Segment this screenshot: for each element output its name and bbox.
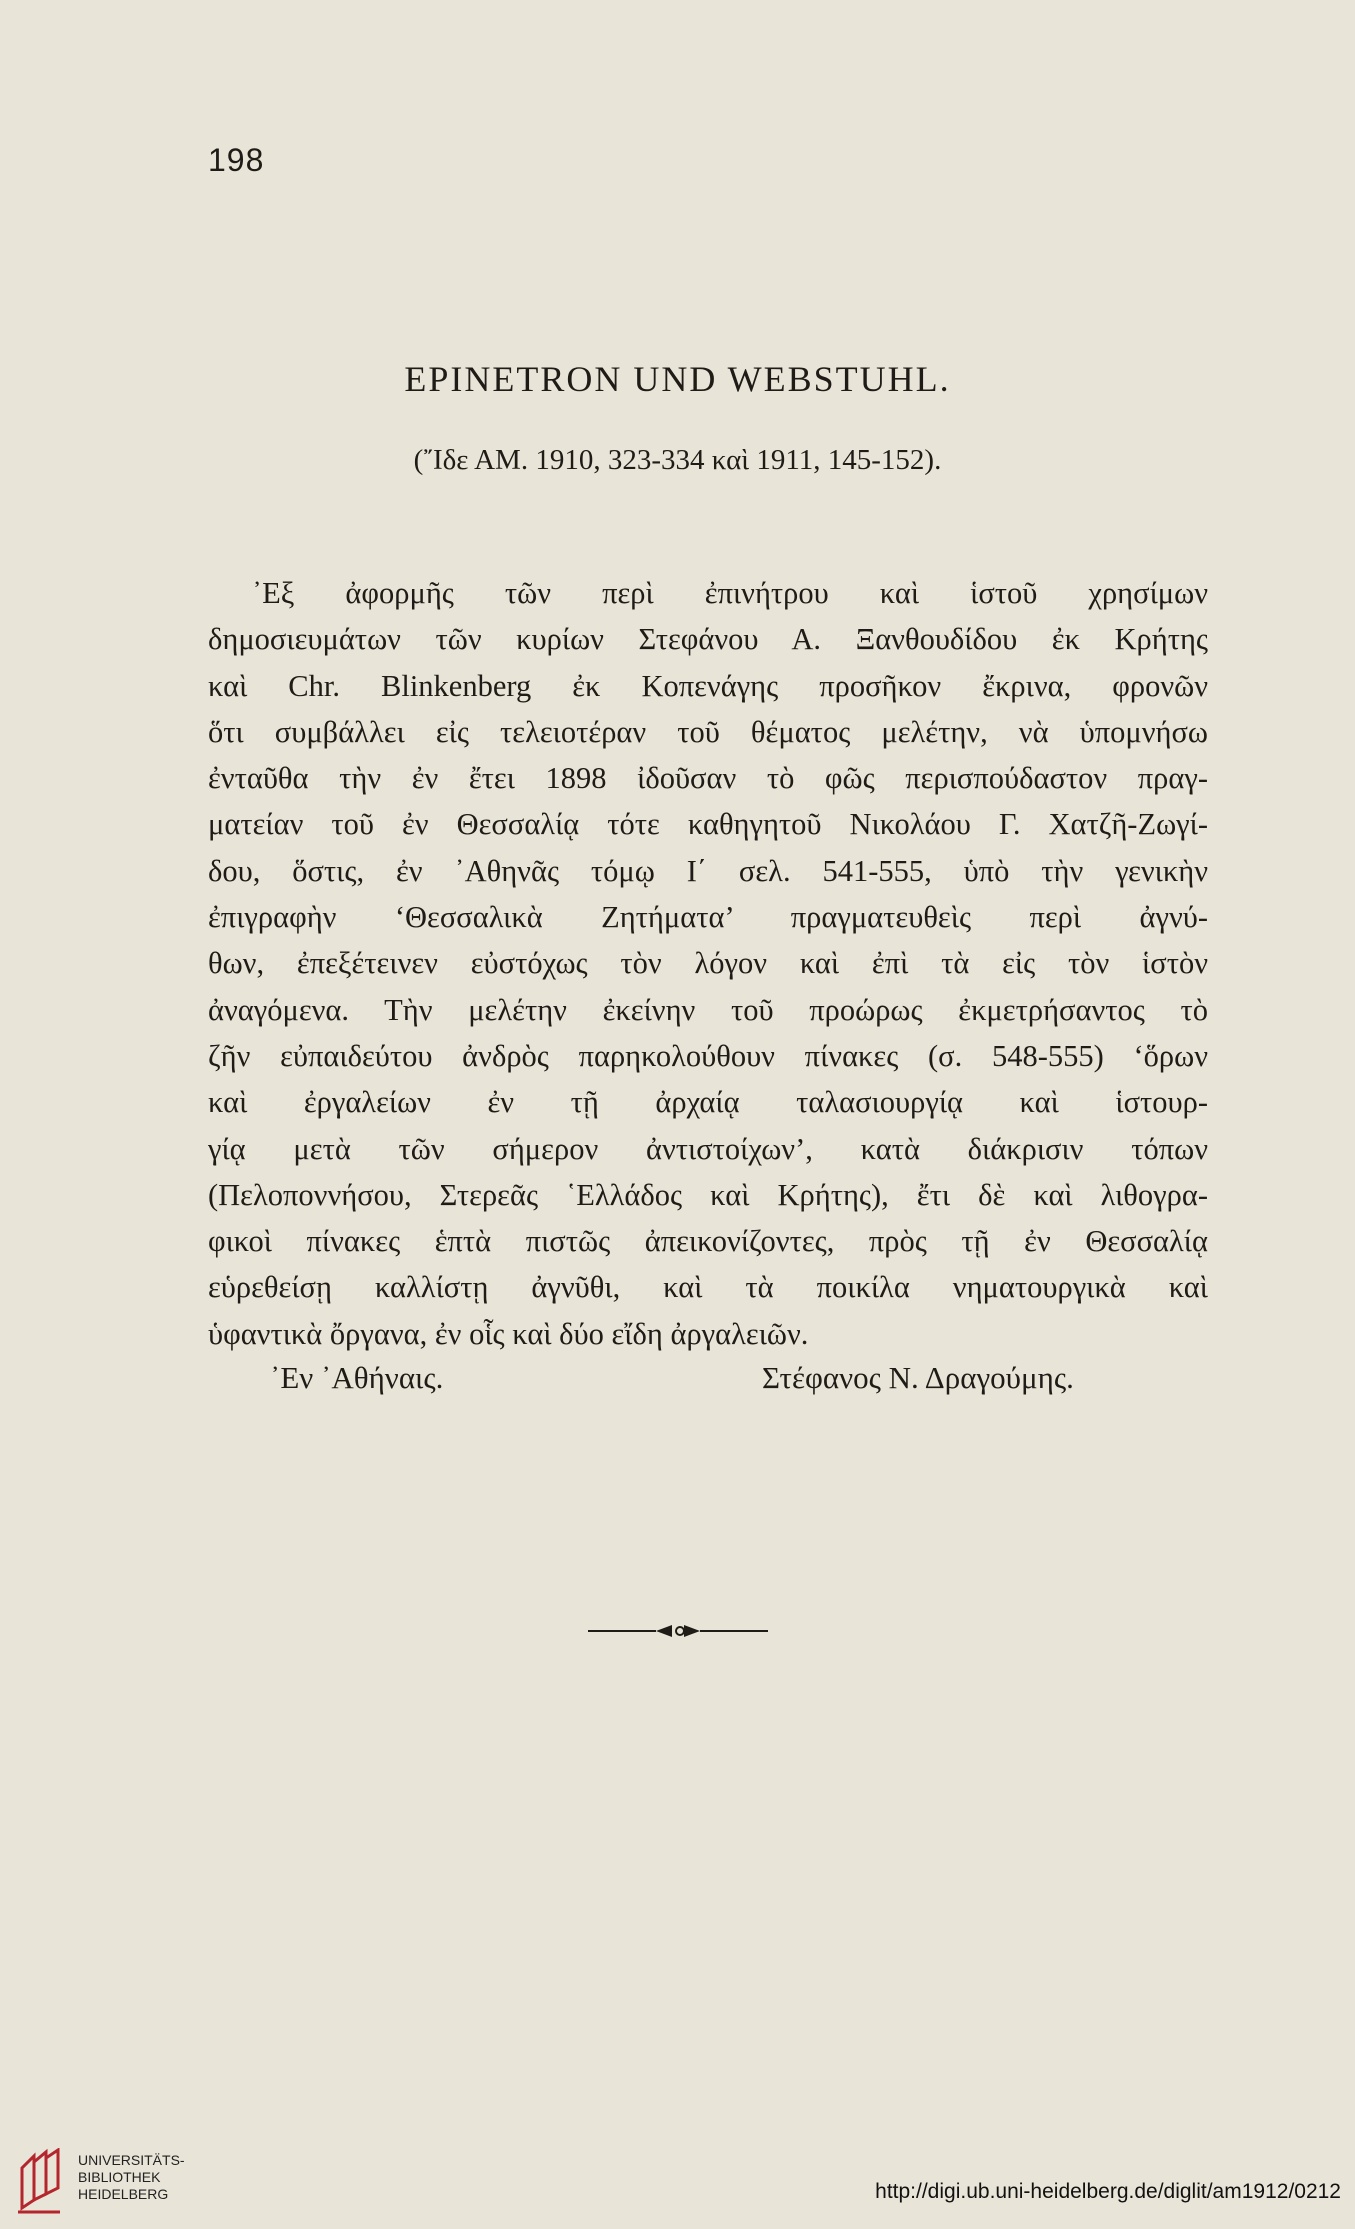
page-number: 198	[208, 142, 265, 178]
body-line: ὑφαντικὰ ὄργανα, ἐν οἷς καὶ δύο εἴδη ἀργαλειῶν.	[208, 1316, 809, 1351]
library-name-line: HEIDELBERG	[78, 2186, 169, 2202]
body-line: εὑρεθείσῃ καλλίστῃ ἀγνῦθι, καὶ τὰ ποικίλα νηματουργικὰ καὶ	[208, 1270, 1208, 1305]
body-text	[208, 570, 1208, 1357]
body-line: ᾿Εξ ἀφορμῆς τῶν περὶ ἐπινήτρου καὶ ἱστοῦ χρησίμων	[252, 576, 1208, 610]
body-line: γίᾳ μετὰ τῶν σήμερον ἀντιστοίχων’, κατὰ διάκρισιν τόπων	[208, 1131, 1208, 1166]
source-url-link[interactable]: http://digi.ub.uni-heidelberg.de/diglit/am1912/0212	[875, 2180, 1341, 2203]
library-name-line: UNIVERSITÄTS-	[78, 2152, 185, 2168]
ornament-divider-icon	[588, 1616, 768, 1646]
body-line: ἐπιγραφὴν ‘Θεσσαλικὰ Ζητήματα’ πραγματευθεὶς περὶ ἀγνύ-	[208, 900, 1208, 935]
body-line: ζῆν εὐπαιδεύτου ἀνδρὸς παρηκολούθουν πίνακες (σ. 548-555) ‘ὅρων	[208, 1038, 1208, 1073]
body-line: θων, ἐπεξέτεινεν εὐστόχως τὸν λόγον καὶ ἐπὶ τὰ εἰς τὸν ἱστὸν	[208, 946, 1208, 981]
body-line: ματείαν τοῦ ἐν Θεσσαλίᾳ τότε καθηγητοῦ Νικολάου Γ. Χατζῆ-Ζωγί-	[208, 807, 1208, 842]
body-line: καὶ Chr. Blinkenberg ἐκ Κοπενάγης προσῆκον ἔκρινα, φρονῶν	[208, 668, 1208, 703]
library-logo-icon	[14, 2148, 64, 2218]
body-line: φικοὶ πίνακες ἑπτὰ πιστῶς ἀπεικονίζοντες, πρὸς τῇ ἐν Θεσσαλίᾳ	[208, 1224, 1208, 1259]
body-line: ἀναγόμενα. Τὴν μελέτην ἐκείνην τοῦ προώρως ἐκμετρήσαντος τὸ	[208, 992, 1208, 1027]
library-name	[78, 2152, 185, 2203]
library-name-line: BIBLIOTHEK	[78, 2169, 161, 2185]
body-line: (Πελοποννήσου, Στερεᾶς ῾Ελλάδος καὶ Κρήτης), ἔτι δὲ καὶ λιθογρα-	[208, 1177, 1208, 1212]
article-title: EPINETRON UND WEBSTUHL.	[404, 359, 951, 399]
place-line: ᾿Εν ᾿Αθήναις.	[270, 1360, 444, 1395]
body-line: ὅτι συμβάλλει εἰς τελειοτέραν τοῦ θέματος μελέτην, νὰ ὑπομνήσω	[208, 714, 1208, 749]
body-line: δου, ὅστις, ἐν ᾿Αθηνᾶς τόμῳ Ι΄ σελ. 541-555, ὑπὸ τὴν γενικὴν	[208, 853, 1208, 888]
body-line: δημοσιευμάτων τῶν κυρίων Στεφάνου Α. Ξανθουδίδου ἐκ Κρήτης	[208, 622, 1208, 657]
body-line: καὶ ἐργαλείων ἐν τῇ ἀρχαίᾳ ταλασιουργίᾳ καὶ ἱστουρ-	[208, 1085, 1208, 1120]
author-signature: Στέφανος Ν. Δραγούμης.	[762, 1360, 1074, 1395]
article-subtitle: (῎Ιδε ΑΜ. 1910, 323-334 καὶ 1911, 145-152).	[413, 444, 942, 476]
body-line: ἐνταῦθα τὴν ἐν ἔτει 1898 ἰδοῦσαν τὸ φῶς περισπούδαστον πραγ-	[208, 761, 1208, 796]
